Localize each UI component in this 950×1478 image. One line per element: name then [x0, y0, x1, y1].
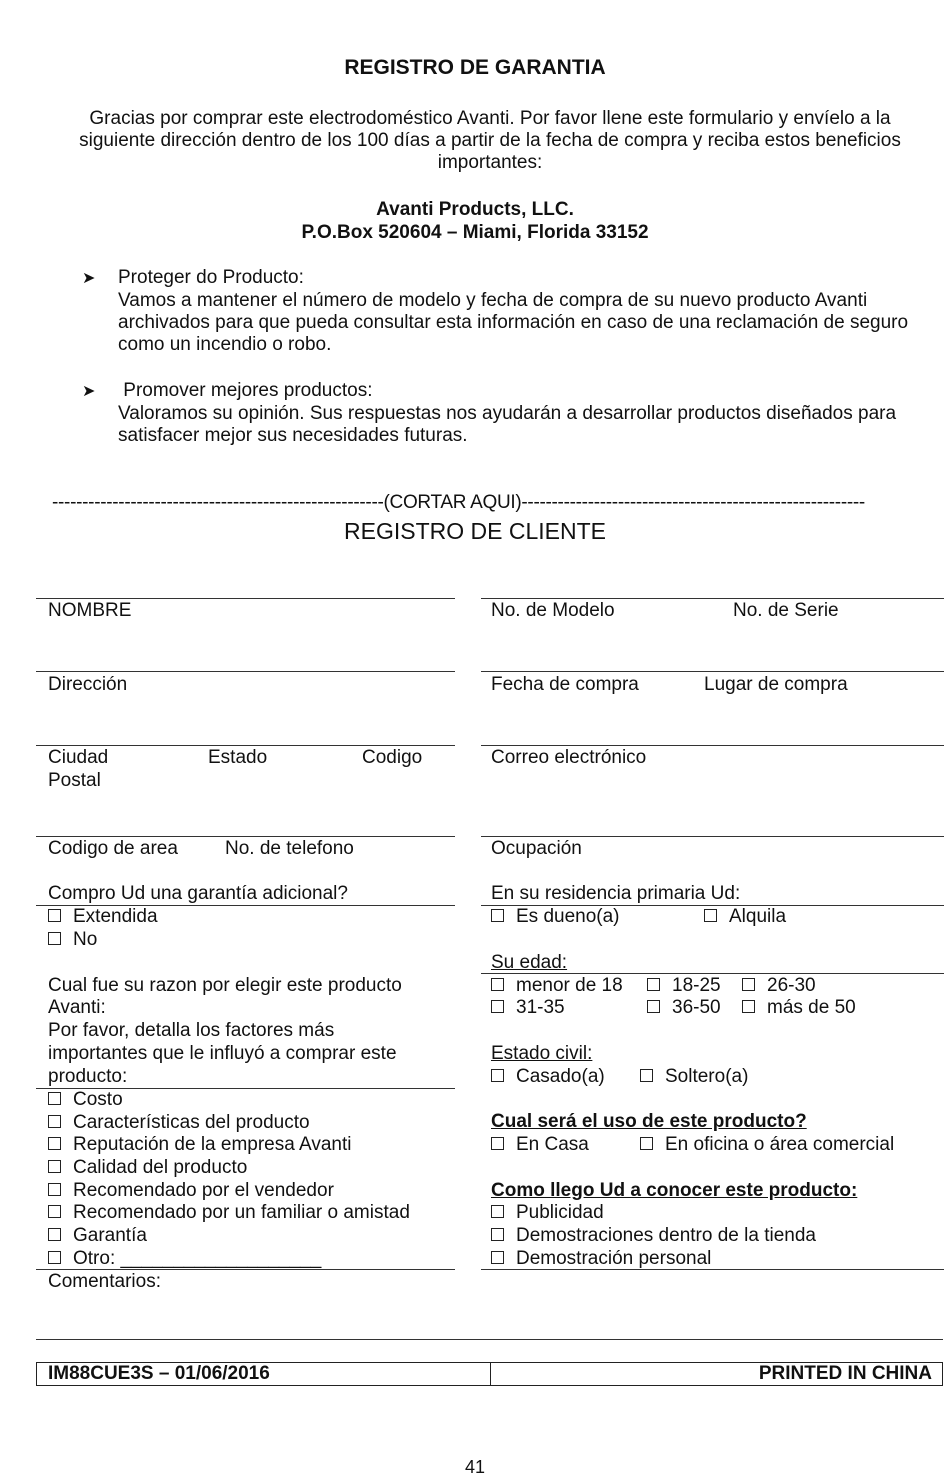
reason-question: importantes que le influyó a comprar este	[48, 1043, 397, 1064]
residence-question: En su residencia primaria Ud:	[491, 883, 741, 904]
age-option: menor de 18	[491, 975, 623, 997]
reason-question: Avanti:	[48, 997, 106, 1018]
checkbox[interactable]	[491, 1137, 504, 1150]
age-question: Su edad:	[491, 952, 568, 973]
page-number: 41	[464, 1457, 486, 1477]
reason-option: Costo	[48, 1089, 123, 1111]
serial-label: No. de Serie	[733, 600, 839, 621]
company-name: Avanti Products, LLC.	[376, 199, 574, 220]
reason-question: Cual fue su razon por elegir este producto	[48, 975, 402, 996]
purchase-date-label: Fecha de compra	[491, 674, 639, 695]
age-option: 36-50	[647, 997, 721, 1019]
checkbox[interactable]	[48, 1251, 61, 1264]
age-option: más de 50	[742, 997, 856, 1019]
email-label: Correo electrónico	[491, 747, 647, 768]
benefit-text: Vamos a mantener el número de modelo y fecha de compra de su nuevo producto Avanti archivados para que pueda consultar esta información en caso de una reclamación de seguro como un incendio o robo.	[118, 290, 909, 355]
checkbox[interactable]	[491, 1069, 504, 1082]
checkbox[interactable]	[48, 1183, 61, 1196]
purchase-place-label: Lugar de compra	[704, 674, 848, 695]
postal-label: Postal	[48, 770, 101, 791]
model-label: No. de Modelo	[491, 600, 615, 621]
civil-option: Soltero(a)	[640, 1066, 748, 1088]
printed-in: PRINTED IN CHINA	[758, 1363, 932, 1384]
checkbox[interactable]	[742, 978, 755, 991]
checkbox[interactable]	[491, 978, 504, 991]
warranty-question: Compro Ud una garantía adicional?	[48, 883, 348, 904]
checkbox[interactable]	[647, 1000, 660, 1013]
checkbox[interactable]	[48, 1092, 61, 1105]
reason-option-other: Otro: ___________________	[48, 1248, 321, 1270]
intro-text: Gracias por comprar este electrodoméstico Avanti. Por favor llene este formulario y envíelo a la siguiente dirección dentro de los 100 días a partir de la fecha de compra y reciba estos beneficios importantes:	[79, 108, 901, 173]
residence-option: Es dueno(a)	[491, 906, 620, 928]
benefit-text: Valoramos su opinión. Sus respuestas nos ayudarán a desarrollar productos diseñados para satisfacer mejor sus necesidades futuras.	[118, 403, 897, 446]
civil-option: Casado(a)	[491, 1066, 605, 1088]
checkbox[interactable]	[48, 1137, 61, 1150]
checkbox[interactable]	[48, 909, 61, 922]
use-question: Cual será el uso de este producto?	[491, 1111, 807, 1132]
residence-option: Alquila	[704, 906, 786, 928]
arrow-bullet-icon: ➤	[82, 270, 96, 287]
benefit-heading: Proteger do Producto:	[118, 267, 304, 288]
cut-line: -------------------------------------------------------(CORTAR AQUI)---------------------------------------------------------	[52, 492, 865, 513]
address-label: Dirección	[48, 674, 128, 695]
discovery-option: Demostración personal	[491, 1248, 711, 1270]
reason-option: Reputación de la empresa Avanti	[48, 1134, 352, 1156]
discovery-option: Demostraciones dentro de la tienda	[491, 1225, 816, 1247]
age-option: 18-25	[647, 975, 721, 997]
document-code: IM88CUE3S – 01/06/2016	[48, 1363, 270, 1384]
checkbox[interactable]	[640, 1069, 653, 1082]
checkbox[interactable]	[48, 1160, 61, 1173]
warranty-option: Extendida	[48, 906, 158, 928]
name-label: NOMBRE	[48, 600, 132, 621]
checkbox[interactable]	[491, 1251, 504, 1264]
city-label: Ciudad	[48, 747, 109, 768]
checkbox[interactable]	[647, 978, 660, 991]
warranty-option: No	[48, 929, 97, 951]
use-option: En Casa	[491, 1134, 589, 1156]
phone-label: No. de telefono	[225, 838, 354, 859]
checkbox[interactable]	[491, 909, 504, 922]
comments-label: Comentarios:	[48, 1271, 161, 1292]
benefit-heading: Promover mejores productos:	[118, 380, 373, 401]
reason-option: Características del producto	[48, 1112, 310, 1134]
reason-question: Por favor, detalla los factores más	[48, 1020, 335, 1041]
discovery-option: Publicidad	[491, 1202, 604, 1224]
checkbox[interactable]	[742, 1000, 755, 1013]
reason-option: Recomendado por un familiar o amistad	[48, 1202, 410, 1224]
use-option: En oficina o área comercial	[640, 1134, 894, 1156]
reason-option: Garantía	[48, 1225, 147, 1247]
company-address: P.O.Box 520604 – Miami, Florida 33152	[301, 222, 649, 243]
checkbox[interactable]	[491, 1205, 504, 1218]
reason-question: producto:	[48, 1066, 128, 1087]
checkbox[interactable]	[48, 1228, 61, 1241]
reason-option: Calidad del producto	[48, 1157, 247, 1179]
checkbox[interactable]	[491, 1228, 504, 1241]
arrow-bullet-icon: ➤	[82, 383, 96, 400]
page-title: REGISTRO DE GARANTIA	[344, 56, 606, 79]
area-code-label: Codigo de area	[48, 838, 178, 859]
civil-status-question: Estado civil:	[491, 1043, 593, 1064]
checkbox[interactable]	[704, 909, 717, 922]
age-option: 26-30	[742, 975, 816, 997]
checkbox[interactable]	[491, 1000, 504, 1013]
reason-option: Recomendado por el vendedor	[48, 1180, 334, 1202]
state-label: Estado	[208, 747, 268, 768]
age-option: 31-35	[491, 997, 565, 1019]
checkbox[interactable]	[48, 932, 61, 945]
occupation-label: Ocupación	[491, 838, 582, 859]
form-title: REGISTRO DE CLIENTE	[344, 518, 606, 544]
footer-box	[36, 1362, 943, 1386]
checkbox[interactable]	[48, 1205, 61, 1218]
checkbox[interactable]	[640, 1137, 653, 1150]
checkbox[interactable]	[48, 1115, 61, 1128]
discovery-question: Como llego Ud a conocer este producto:	[491, 1180, 858, 1201]
zip-label: Codigo	[362, 747, 423, 768]
